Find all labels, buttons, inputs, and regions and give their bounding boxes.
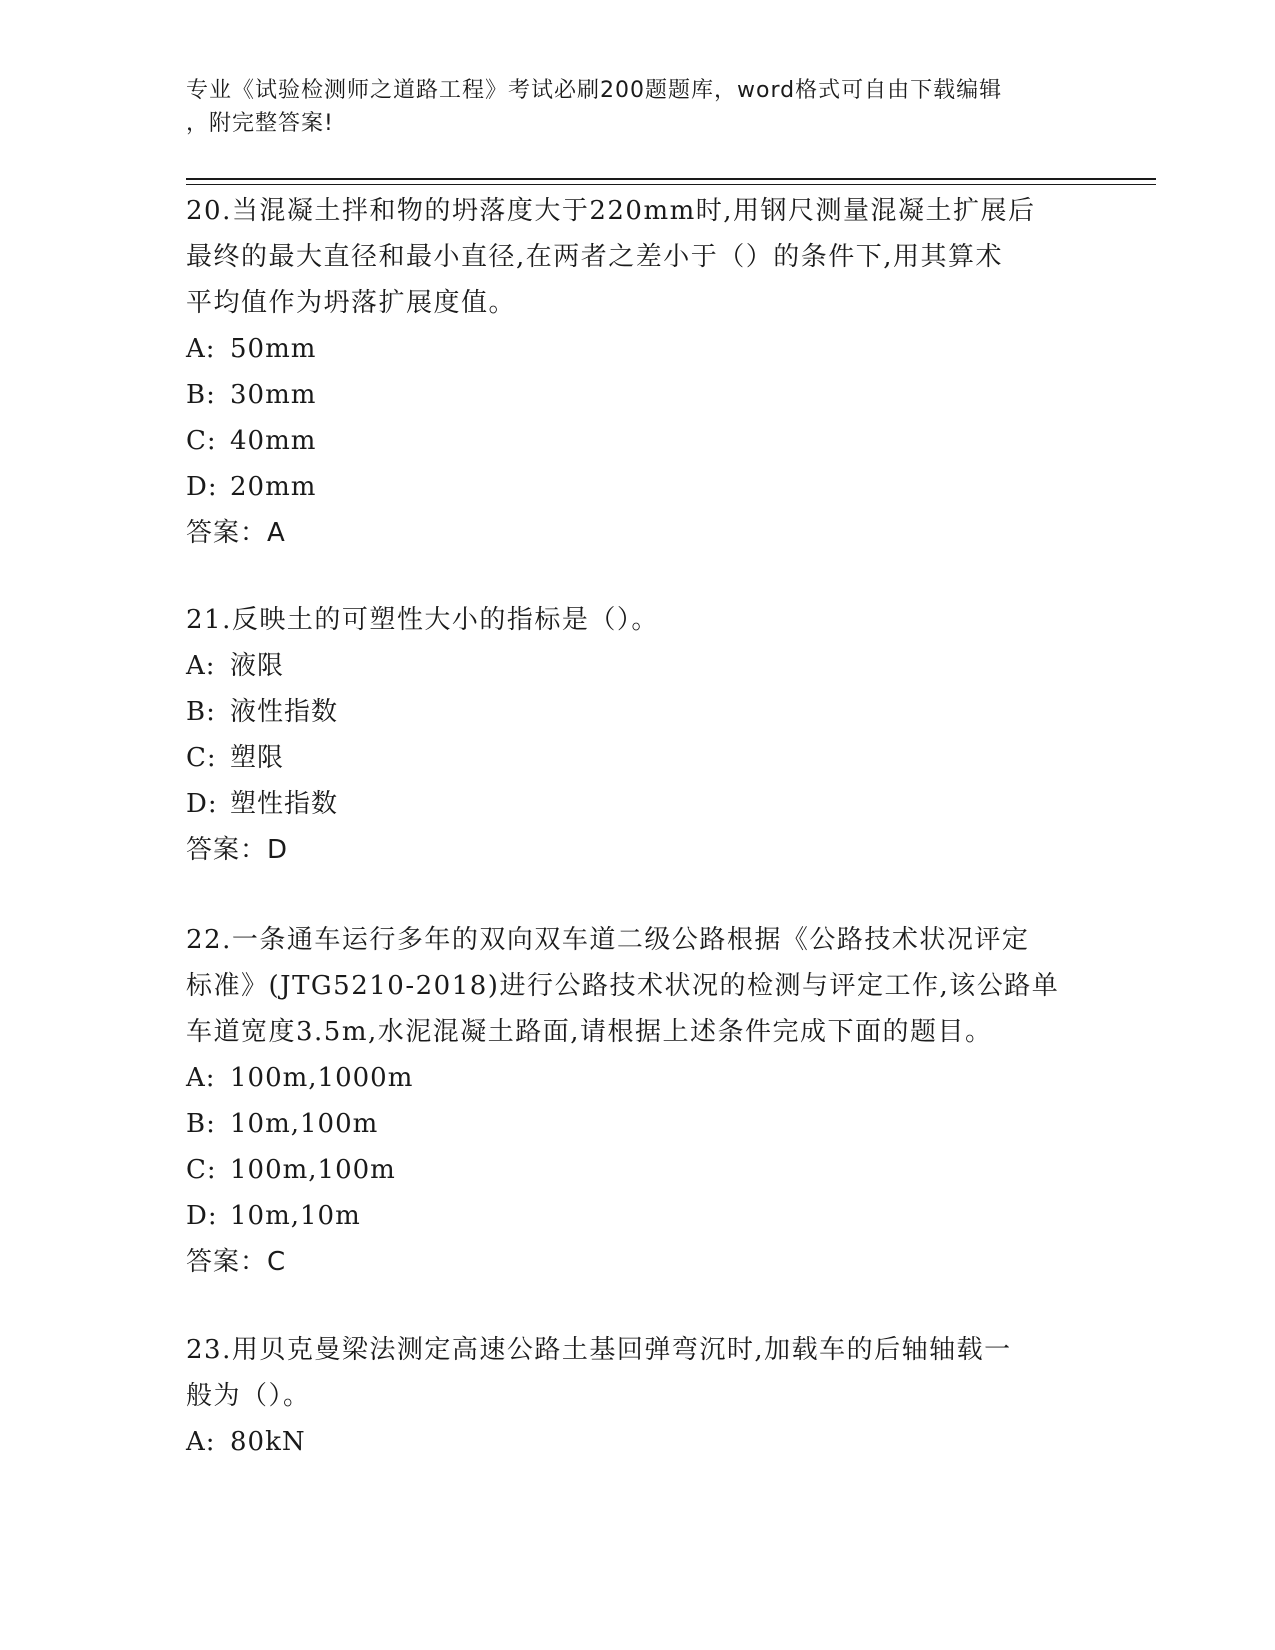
question-23 [186, 1327, 1086, 1465]
question-stem-line: 车道宽度3.5m,水泥混凝土路面,请根据上述条件完成下面的题目。 [186, 1017, 993, 1047]
question-stem-line: 23.用贝克曼梁法测定高速公路土基回弹弯沉时,加载车的后轴轴载一 [186, 1335, 1012, 1365]
option-b [186, 372, 1086, 418]
option-text: 液性指数 [230, 697, 339, 727]
answer-line: 答案：A [186, 518, 286, 548]
option-text: 40mm [230, 426, 317, 456]
header-divider-thick [186, 178, 1156, 180]
question-21 [186, 597, 1086, 873]
option-key: A: [186, 1427, 216, 1457]
header-divider-thin [186, 184, 1156, 185]
header-line-1: 专业《试验检测师之道路工程》考试必刷200题题库，word格式可自由下载编辑 [186, 78, 1003, 103]
question-stem-line: 标准》(JTG5210-2018)进行公路技术状况的检测与评定工作,该公路单 [186, 971, 1060, 1001]
option-key: B: [186, 380, 216, 410]
option-d [186, 1193, 1086, 1239]
option-text: 100m,100m [230, 1155, 396, 1185]
option-key: D: [186, 1201, 218, 1231]
option-key: C: [186, 743, 217, 773]
option-key: C: [186, 1155, 217, 1185]
option-b [186, 689, 1086, 735]
option-text: 100m,1000m [230, 1063, 414, 1093]
question-stem-line: 20.当混凝土拌和物的坍落度大于220mm时,用钢尺测量混凝土扩展后 [186, 196, 1036, 226]
option-a [186, 643, 1086, 689]
option-a [186, 326, 1086, 372]
option-d [186, 781, 1086, 827]
answer-line: 答案：C [186, 1247, 287, 1277]
question-22 [186, 917, 1086, 1285]
option-key: B: [186, 1109, 216, 1139]
question-stem-line: 最终的最大直径和最小直径,在两者之差小于（）的条件下,用其算术 [186, 242, 1004, 272]
question-stem-line: 般为（）。 [186, 1381, 311, 1411]
option-text: 20mm [230, 472, 317, 502]
option-text: 30mm [230, 380, 317, 410]
option-text: 10m,10m [230, 1201, 361, 1231]
option-c [186, 418, 1086, 464]
option-key: A: [186, 334, 216, 364]
option-key: B: [186, 697, 216, 727]
option-key: D: [186, 789, 218, 819]
option-a [186, 1055, 1086, 1101]
option-a [186, 1419, 1086, 1465]
option-key: A: [186, 651, 216, 681]
option-text: 塑性指数 [230, 789, 339, 819]
option-text: 液限 [230, 651, 285, 681]
option-text: 80kN [230, 1427, 306, 1457]
answer-line: 答案：D [186, 835, 289, 865]
option-d [186, 464, 1086, 510]
option-b [186, 1101, 1086, 1147]
option-key: C: [186, 426, 217, 456]
question-stem-line: 21.反映土的可塑性大小的指标是（）。 [186, 605, 659, 635]
option-c [186, 1147, 1086, 1193]
option-c [186, 735, 1086, 781]
header-line-2: ，附完整答案! [186, 111, 334, 136]
question-stem-line: 22.一条通车运行多年的双向双车道二级公路根据《公路技术状况评定 [186, 925, 1030, 955]
question-20 [186, 188, 1086, 556]
option-key: A: [186, 1063, 216, 1093]
option-key: D: [186, 472, 218, 502]
document-header [186, 74, 1066, 140]
option-text: 塑限 [230, 743, 285, 773]
option-text: 10m,100m [230, 1109, 379, 1139]
option-text: 50mm [230, 334, 317, 364]
question-stem-line: 平均值作为坍落扩展度值。 [186, 288, 517, 318]
